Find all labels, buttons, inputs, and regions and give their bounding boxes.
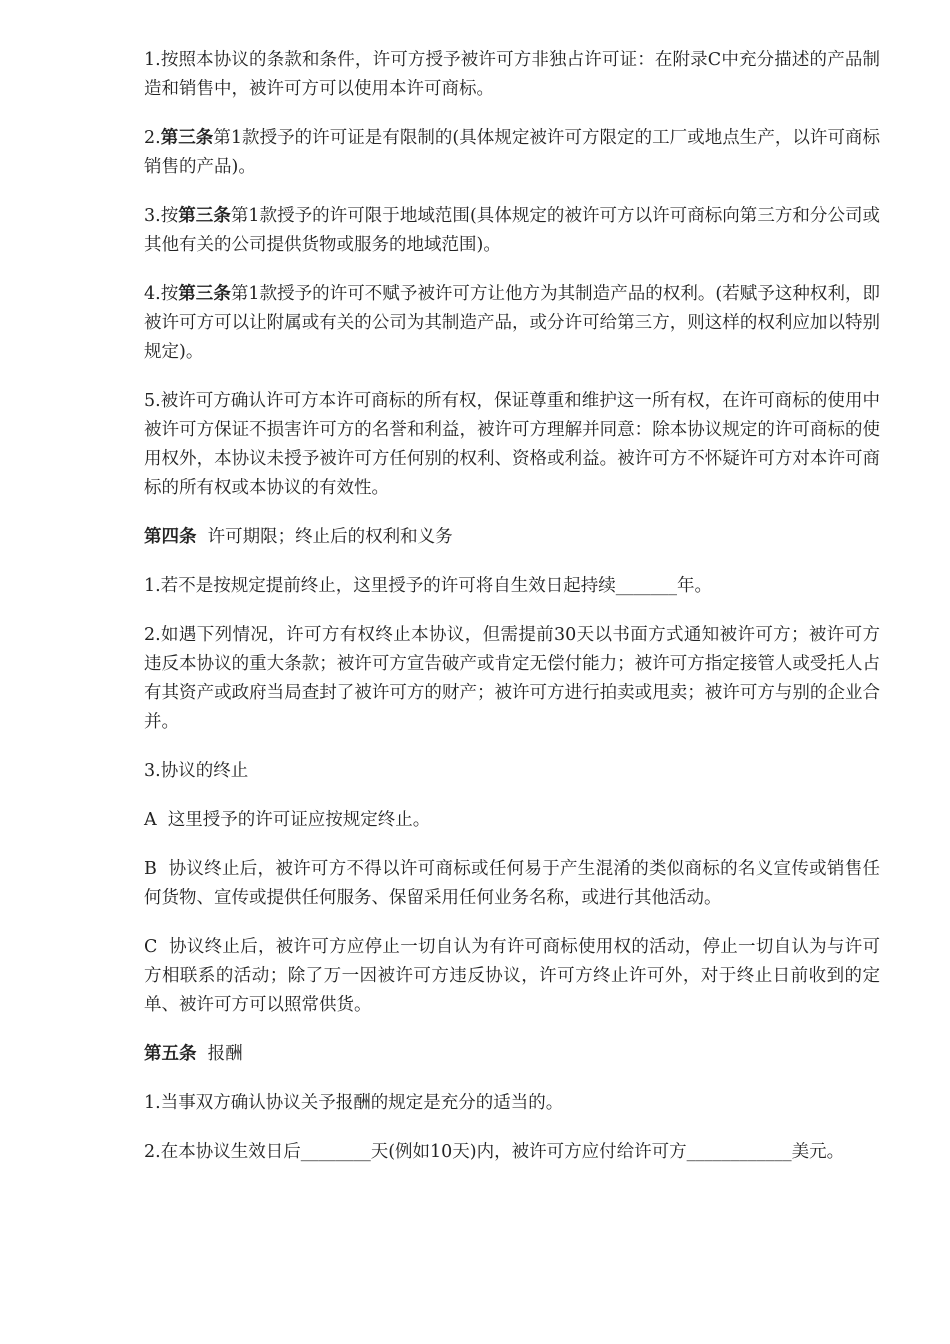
clause-text: 第1款授予的许可限于地域范围(具体规定的被许可方以许可商标向第三方和分公司或其他有关的公司提供货物或服务的地域范围)。 [144, 206, 881, 255]
article4-title: 许可期限；终止后的权利和义务 [196, 527, 453, 547]
clause-number: 3.按 [144, 206, 179, 226]
clause-text: 第1款授予的许可不赋予被许可方让他方为其制造产品的权利。(若赋予这种权利，即被许可方可以让附属或有关的公司为其制造产品，或分许可给第三方，则这样的权利应加以特别规定)。 [144, 284, 881, 362]
article5-heading [144, 1040, 880, 1069]
article4-number: 第四条 [144, 527, 197, 547]
article5-clause2: 2.在本协议生效日后________天(例如10天)内，被许可方应付给许可方____________美元。 [144, 1142, 845, 1162]
article4-clause1: 1.若不是按规定提前终止，这里授予的许可将自生效日起持续_______年。 [144, 576, 712, 596]
article-ref: 第三条 [178, 284, 231, 304]
article-ref: 第三条 [178, 206, 231, 226]
article4-heading [144, 523, 880, 552]
clause-text: 第1款授予的许可证是有限制的(具体规定被许可方限定的工厂或地点生产，以许可商标销售的产品)。 [144, 128, 881, 177]
article5-clause1: 1.当事双方确认协议关予报酬的规定是充分的适当的。 [144, 1093, 564, 1113]
article5-number: 第五条 [144, 1044, 197, 1064]
article3-clause2 [144, 124, 880, 182]
article-ref: 第三条 [160, 128, 214, 148]
clause-number: 4.按 [144, 284, 179, 304]
article5-title: 报酬 [196, 1044, 243, 1064]
article3-clause4 [144, 280, 880, 367]
article4-clause3-b: B 协议终止后，被许可方不得以许可商标或任何易于产生混淆的类似商标的名义宣传或销售任何货物、宣传或提供任何服务、保留采用任何业务名称，或进行其他活动。 [144, 859, 880, 908]
article3-clause3 [144, 202, 880, 260]
clause-number: 2. [144, 128, 161, 148]
article4-clause3-c: C 协议终止后，被许可方应停止一切自认为有许可商标使用权的活动，停止一切自认为与许可方相联系的活动；除了万一因被许可方违反协议，许可方终止许可外，对于终止日前收到的定单、被许可方可以照常供货。 [144, 937, 880, 1015]
article4-clause3-a: A 这里授予的许可证应按规定终止。 [144, 810, 431, 830]
article4-clause2: 2.如遇下列情况，许可方有权终止本协议，但需提前30天以书面方式通知被许可方；被许可方违反本协议的重大条款；被许可方宣告破产或肯定无偿付能力；被许可方指定接管人或受托人占有其资产或政府当局查封了被许可方的财产；被许可方进行拍卖或甩卖；被许可方与别的企业合并。 [144, 625, 880, 732]
article3-clause5: 5.被许可方确认许可方本许可商标的所有权，保证尊重和维护这一所有权，在许可商标的使用中被许可方保证不损害许可方的名誉和利益，被许可方理解并同意：除本协议规定的许可商标的使用权外，本协议未授予被许可方任何别的权利、资格或利益。被许可方不怀疑许可方对本许可商标的所有权或本协议的有效性。 [144, 391, 880, 498]
article3-clause1: 1.按照本协议的条款和条件，许可方授予被许可方非独占许可证：在附录C中充分描述的产品制造和销售中，被许可方可以使用本许可商标。 [144, 50, 880, 99]
article4-clause3: 3.协议的终止 [144, 761, 249, 781]
